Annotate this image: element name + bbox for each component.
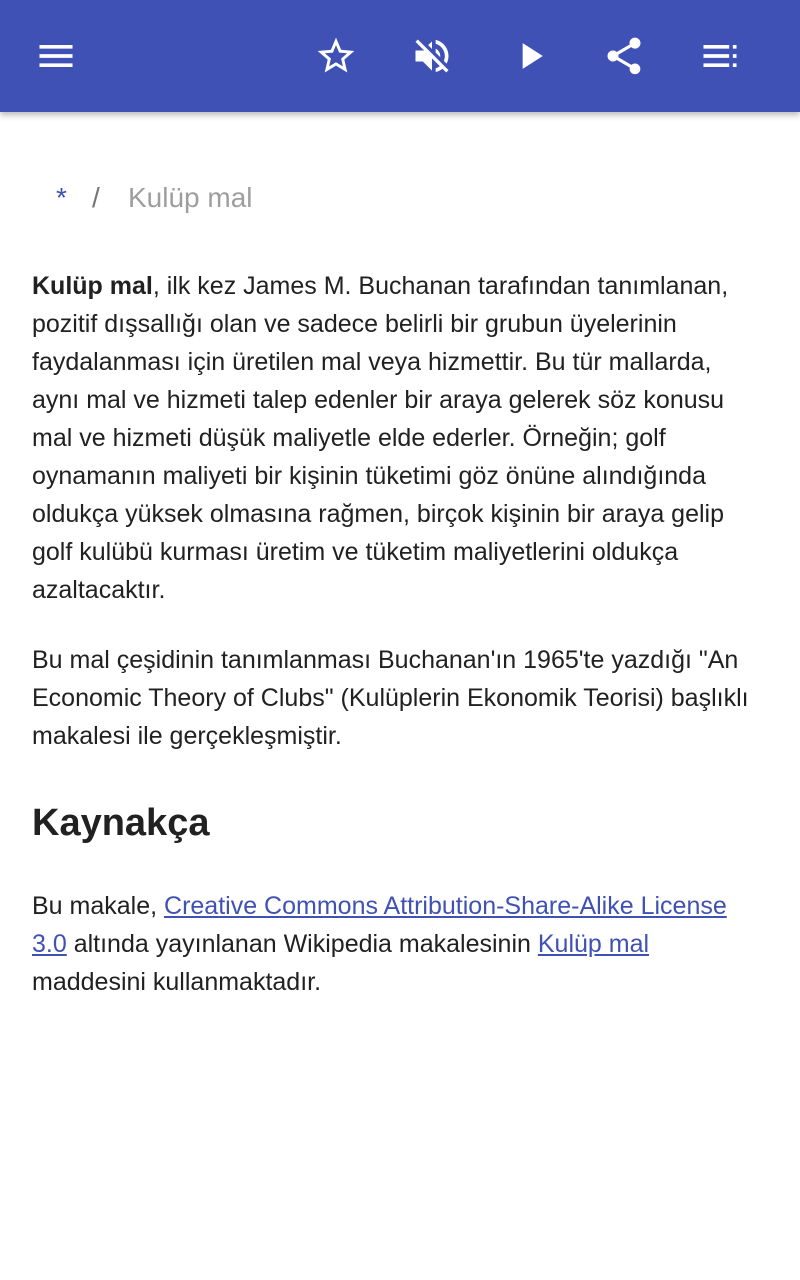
article-content <box>32 112 760 1001</box>
playlist-icon <box>698 34 742 78</box>
share-icon <box>602 34 646 78</box>
source-suffix: maddesini kullanmaktadır. <box>32 968 322 996</box>
volume-off-icon <box>410 34 454 78</box>
play-button[interactable] <box>494 20 566 92</box>
section-heading-references: Kaynakça <box>32 802 210 844</box>
list-button[interactable] <box>684 20 756 92</box>
intro-term: Kulüp mal <box>32 272 153 300</box>
app-bar <box>0 0 800 112</box>
source-middle: altında yayınlanan Wikipedia makalesinin <box>66 930 538 958</box>
source-paragraph <box>32 887 760 1001</box>
breadcrumb-separator: / <box>92 182 100 213</box>
play-icon <box>508 34 552 78</box>
menu-icon <box>34 34 78 78</box>
breadcrumb-current: Kulüp mal <box>128 182 253 213</box>
source-prefix: Bu makale, <box>32 892 165 920</box>
bookmark-button[interactable] <box>300 20 372 92</box>
breadcrumb <box>32 180 760 216</box>
mute-button[interactable] <box>396 20 468 92</box>
wikipedia-article-link[interactable]: Kulüp mal <box>537 930 650 958</box>
intro-paragraph <box>32 267 760 609</box>
menu-button[interactable] <box>20 20 92 92</box>
intro-text: , ilk kez James M. Buchanan tarafından tanımlanan, pozitif dışsallığı olan ve sadece belirli bir grubun üyelerinin faydalanması için üretilen mal veya hizmettir. Bu tür mallarda, aynı mal ve hizmeti talep edenler bir araya gelerek söz konusu mal ve hizmeti düşük maliyetle elde ederler. Örneğin; golf oynamanın maliyeti bir kişinin tüketimi göz önüne alındığında oldukça yüksek olmasına rağmen, birçok kişinin bir araya gelip golf kulübü kurması üretim ve tüketim maliyetlerini oldukça azaltacaktır. <box>32 272 729 604</box>
breadcrumb-root-link[interactable]: * <box>56 182 67 213</box>
license-link[interactable]: Creative Commons Attribution-Share-Alike License 3.0 <box>32 892 727 958</box>
history-paragraph: Bu mal çeşidinin tanımlanması Buchanan'ın 1965'te yazdığı "An Economic Theory of Clubs" (Kulüplerin Ekonomik Teorisi) başlıklı makalesi ile gerçekleşmiştir. <box>32 646 749 750</box>
share-button[interactable] <box>588 20 660 92</box>
star-outline-icon <box>314 34 358 78</box>
